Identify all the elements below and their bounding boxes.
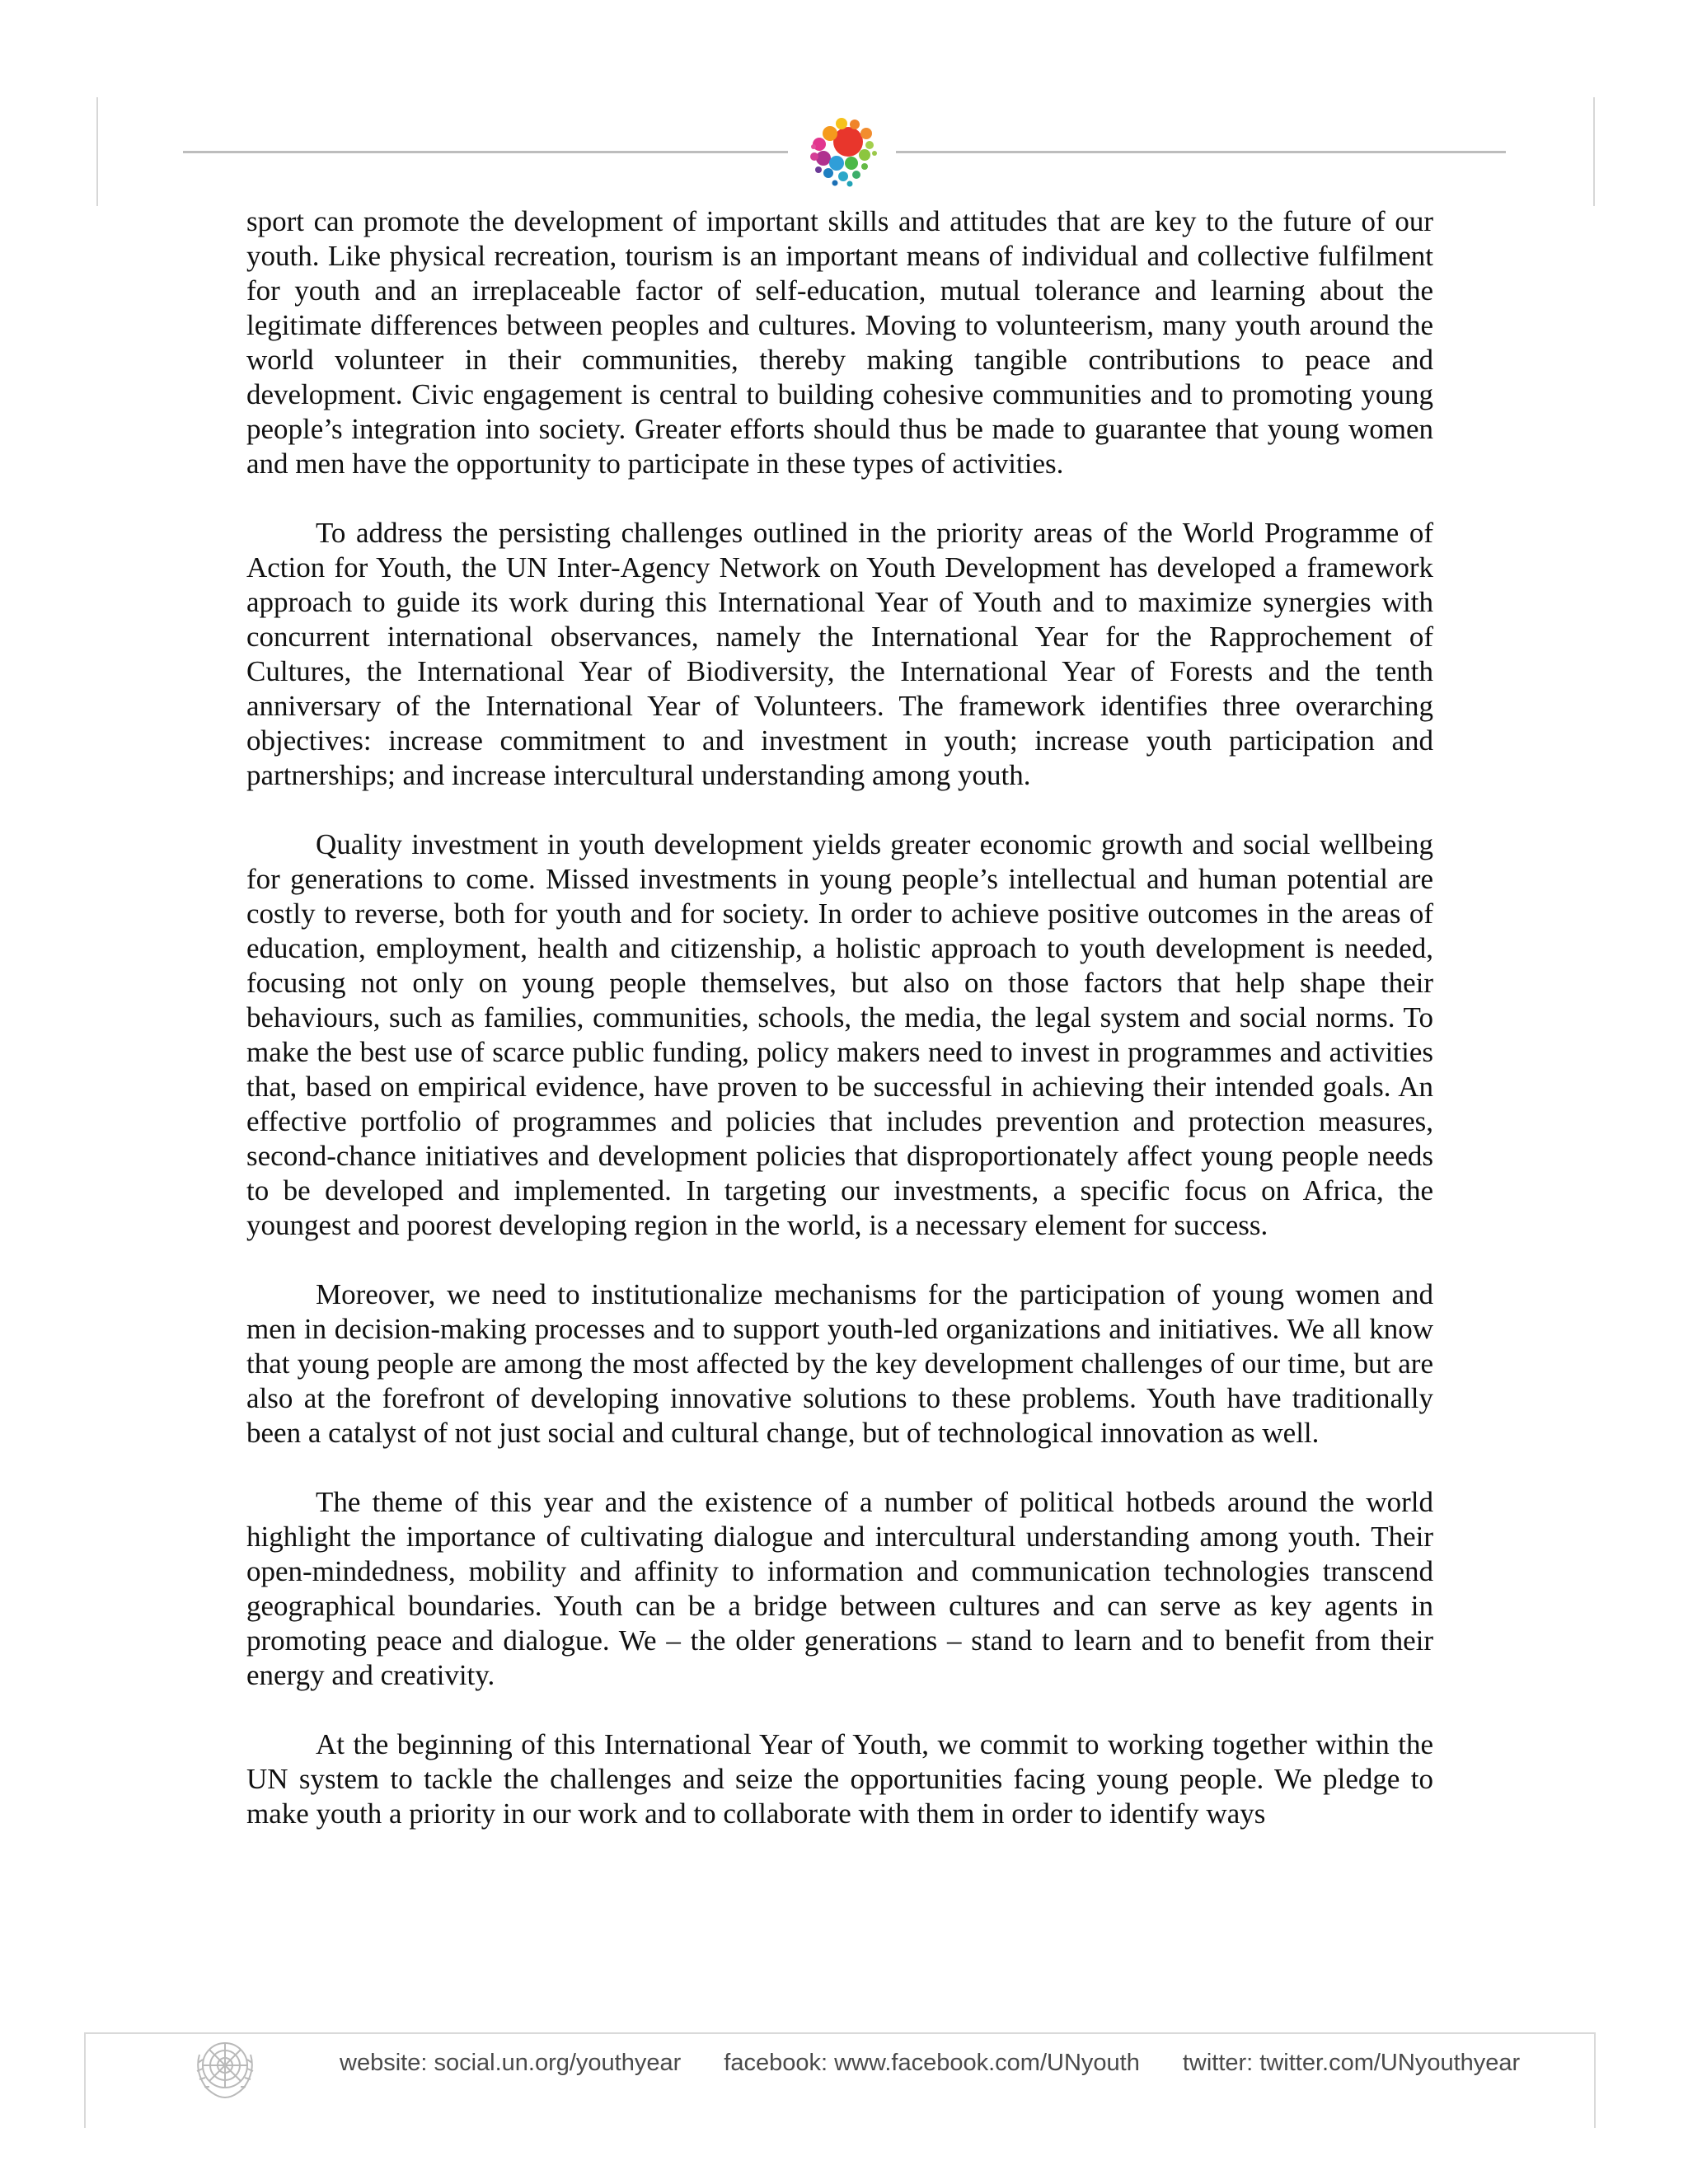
footer-website-link[interactable]: website: social.un.org/youthyear xyxy=(340,2049,682,2076)
body-paragraph-4: Moreover, we need to institutionalize mechanisms for the participation of young women and men in decision-making processes and to support youth-led organizations and initiatives. We all know that young people are among the most affected by the key development challenges of our time, but are also at the forefront of developing innovative solutions to these problems. Youth have traditionally been a catalyst of not just social and cultural change, but of technological innovation as well. xyxy=(246,1278,1433,1449)
header-corner-right xyxy=(1593,97,1595,206)
body-paragraph-3: Quality investment in youth development yields greater economic growth and social wellbeing for generations to come. Missed investments in young people’s intellectual and human potential are costly to reverse, both for youth and for society. In order to achieve positive outcomes in the areas of education, employment, health and citizenship, a holistic approach to youth development is needed, focusing not only on young people themselves, but also on those factors that help shape their behaviours, such as families, communities, schools, the media, the legal system and social norms. To make the best use of scarce public funding, policy makers need to invest in programmes and activities that, based on empirical evidence, have proven to be successful in achieving their intended goals. An effective portfolio of programmes and policies that includes prevention and protection measures, second-chance initiatives and development policies that disproportionately affect young people needs to be developed and implemented. In targeting our investments, a specific focus on Africa, the youngest and poorest developing region in the world, is a necessary element for success. xyxy=(246,828,1433,1241)
iyy-bubble-logo-icon xyxy=(804,114,879,190)
body-paragraph-2: To address the persisting challenges outlined in the priority areas of the World Programme of Action for Youth, the UN Inter-Agency Network on Youth Development has developed a framework approach to guide its work during this International Year of Youth and to maximize synergies with concurrent international observances, namely the International Year for the Rapprochement of Cultures, the International Year of Biodiversity, the International Year of Forests and the tenth anniversary of the International Year of Volunteers. The framework identifies three overarching objectives: increase commitment to and investment in youth; increase youth participation and partnerships; and increase intercultural understanding among youth. xyxy=(246,517,1433,791)
un-emblem-icon xyxy=(188,2030,262,2104)
footer-twitter-link[interactable]: twitter: twitter.com/UNyouthyear xyxy=(1182,2049,1521,2076)
letter-body xyxy=(246,204,1433,1831)
header-rule-right xyxy=(896,151,1506,153)
body-paragraph-6: At the beginning of this International Year of Youth, we commit to working together within the UN system to tackle the challenges and seize the opportunities facing young people. We pledge to make youth a priority in our work and to collaborate with them in order to identify ways xyxy=(246,1728,1433,1830)
footer-links xyxy=(340,2042,1521,2083)
header-corner-left xyxy=(96,97,98,206)
footer-facebook-link[interactable]: facebook: www.facebook.com/UNyouth xyxy=(724,2049,1140,2076)
body-paragraph-5: The theme of this year and the existence of a number of political hotbeds around the world highlight the importance of cultivating dialogue and intercultural understanding among youth. Their open-mindedness, mobility and affinity to information and communication technologies transcend geographical boundaries. Youth can be a bridge between cultures and can serve as key agents in promoting peace and dialogue. We – the older generations – stand to learn and to benefit from their energy and creativity. xyxy=(246,1486,1433,1691)
body-paragraph-1: sport can promote the development of important skills and attitudes that are key to the future of our youth. Like physical recreation, tourism is an important means of individual and collective fulfilment for youth and an irreplaceable factor of self-education, mutual tolerance and learning about the legitimate differences between peoples and cultures. Moving to volunteerism, many youth around the world volunteer in their communities, thereby making tangible contributions to peace and development. Civic engagement is central to building cohesive communities and to promoting young people’s integration into society. Greater efforts should thus be made to guarantee that young women and men have the opportunity to participate in these types of activities. xyxy=(246,205,1433,480)
header-rule-left xyxy=(183,151,788,153)
